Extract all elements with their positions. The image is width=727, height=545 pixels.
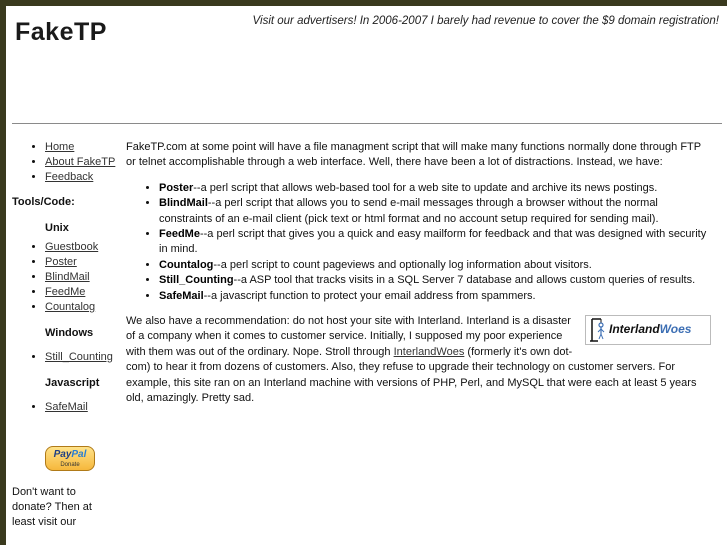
tool-desc: --a javascript function to protect your email address from spammers. <box>203 289 536 302</box>
tool-item <box>159 273 711 288</box>
javascript-links <box>12 400 122 415</box>
link-blindmail[interactable]: BlindMail <box>45 271 90 283</box>
interlandwoes-link[interactable]: InterlandWoes <box>393 345 465 358</box>
windows-item <box>45 350 122 365</box>
recommendation-text-before: We also have a recommendation: do not host your site with Interland. Interland is a disaster of a company when it comes to customer service. Initially, I supposed my poor experience with them was out of the ordinary. Nope. Stroll through <box>126 315 571 358</box>
unix-links <box>12 240 122 315</box>
link-poster[interactable]: Poster <box>45 256 77 268</box>
advertiser-banner: Visit our advertisers! In 2006-2007 I barely had revenue to cover the $9 domain registration! <box>252 15 719 27</box>
sidebar <box>12 140 122 530</box>
main-nav <box>12 140 122 185</box>
logo-text <box>609 322 691 337</box>
unix-item <box>45 240 122 255</box>
tool-desc: --a perl script that allows web-based tool for a web site to update and archive its news postings. <box>193 181 658 194</box>
page <box>6 6 727 545</box>
tool-item <box>159 289 711 304</box>
tool-desc: --a perl script to count pageviews and optionally log information about visitors. <box>213 258 592 271</box>
interlandwoes-logo[interactable] <box>585 315 711 345</box>
tool-name: Still_Counting <box>159 274 234 287</box>
site-title: FakeTP <box>15 18 107 46</box>
paypal-donate-button[interactable] <box>45 446 95 471</box>
link-countalog[interactable]: Countalog <box>45 301 96 313</box>
logo-text-interland: Interland <box>609 322 660 337</box>
paypal-donate-label: Donate <box>60 462 80 468</box>
tool-name: BlindMail <box>159 197 208 210</box>
paypal-brand-pal: Pal <box>71 449 87 460</box>
link-still-counting[interactable]: Still_Counting <box>45 351 113 363</box>
windows-links <box>12 350 122 365</box>
paypal-brand-pay: Pay <box>53 449 72 460</box>
tool-name: Poster <box>159 181 194 194</box>
tools-list <box>126 181 711 304</box>
main-content <box>126 140 711 407</box>
link-safemail[interactable]: SafeMail <box>45 401 88 413</box>
tool-name: FeedMe <box>159 228 200 241</box>
donate-note: Don't want to donate? Then at least visit our <box>12 486 92 528</box>
unix-item <box>45 270 122 285</box>
unix-item <box>45 285 122 300</box>
tool-item <box>159 181 711 196</box>
nav-item-feedback <box>45 170 122 185</box>
nav-link-about[interactable]: About FakeTP <box>45 156 116 168</box>
nav-item-about <box>45 155 122 170</box>
unix-item <box>45 300 122 315</box>
tool-item <box>159 196 711 227</box>
tools-heading: Tools/Code: <box>12 196 75 208</box>
javascript-heading: Javascript <box>45 377 100 389</box>
javascript-item <box>45 400 122 415</box>
recommendation-text-after: (formerly it's own dot-com) to hear it from dozens of customers. Also, they refuse to upgrade their technology on customer servers. For example, this site ran on an Interland machine with versions of PHP, Perl, and MySQL that were each at least 5 years old, amazingly. Pretty sad. <box>126 345 697 405</box>
logo-text-woes: Woes <box>659 322 692 337</box>
tool-desc: --a perl script that allows you to send e-mail messages through a browser without the normal constraints of an e-mail client (pick text or html format and no account setup required for sending mail). <box>159 197 659 225</box>
tool-name: Countalog <box>159 258 214 271</box>
link-guestbook[interactable]: Guestbook <box>45 241 99 253</box>
nav-item-home <box>45 140 122 155</box>
nav-link-home[interactable]: Home <box>45 141 75 153</box>
tool-item <box>159 258 711 273</box>
header-divider <box>12 123 722 124</box>
link-feedme[interactable]: FeedMe <box>45 286 86 298</box>
unix-item <box>45 255 122 270</box>
tool-item <box>159 227 711 258</box>
windows-heading: Windows <box>45 327 94 339</box>
tool-name: SafeMail <box>159 289 204 302</box>
tool-desc: --a ASP tool that tracks visits in a SQL Server 7 database and allows custom queries of results. <box>233 274 696 287</box>
nav-link-feedback[interactable]: Feedback <box>45 171 94 183</box>
tool-desc: --a perl script that gives you a quick and easy mailform for feedback and that was designed with security in mind. <box>159 228 707 256</box>
hanging-figure-icon <box>590 318 606 342</box>
intro-paragraph: FakeTP.com at some point will have a file managment script that will make many functions normally done through FTP or telnet accomplishable through a web interface. Well, there have been a lot of distractions. Instead, we have: <box>126 141 701 169</box>
unix-heading: Unix <box>45 222 69 234</box>
